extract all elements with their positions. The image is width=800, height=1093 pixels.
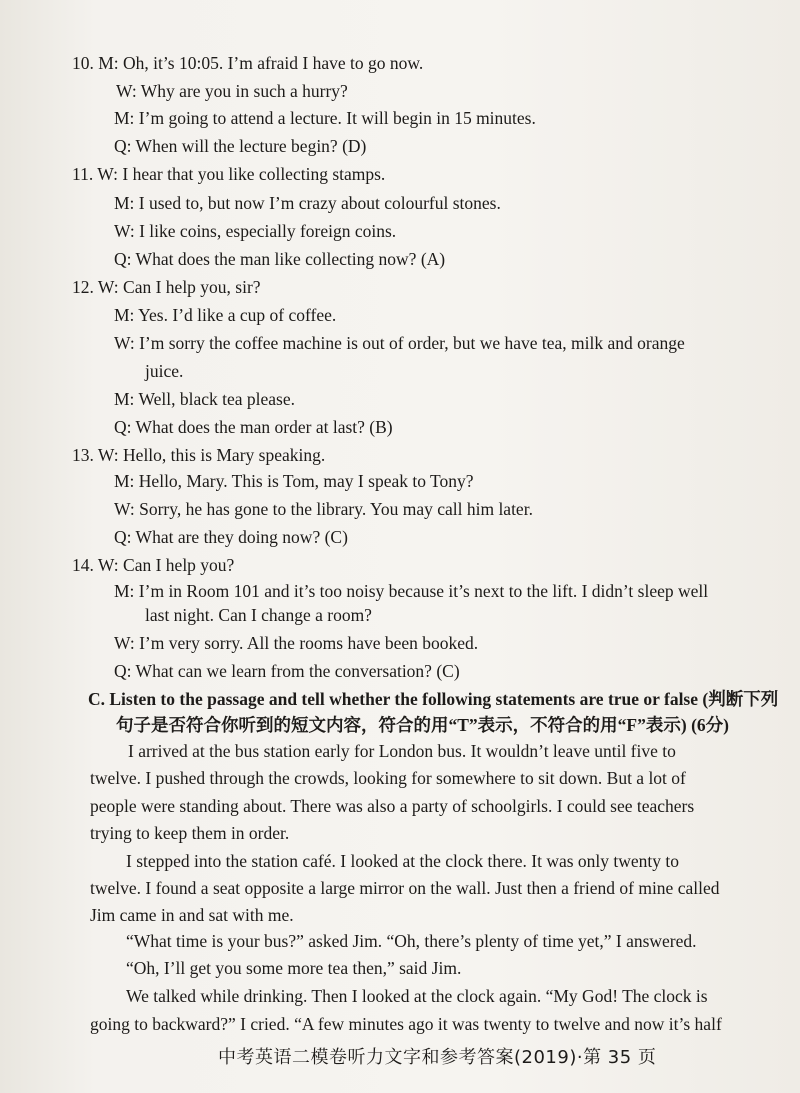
section-heading-line: C. Listen to the passage and tell whether the following statements are true or false (判断下列 [88, 689, 779, 709]
text-line: Q: What does the man like collecting now? (A) [114, 249, 446, 269]
section-heading-line: 句子是否符合你听到的短文内容，符合的用“T”表示，不符合的用“F”表示) (6分) [116, 715, 729, 735]
text-line: W: Why are you in such a hurry? [116, 81, 348, 101]
text-line: W: I’m sorry the coffee machine is out of order, but we have tea, milk and orange [114, 333, 685, 353]
text-line: twelve. I found a seat opposite a large mirror on the wall. Just then a friend of mine called [90, 878, 720, 898]
text-line: M: I’m going to attend a lecture. It will begin in 15 minutes. [114, 108, 536, 128]
text-line: 13. W: Hello, this is Mary speaking. [72, 445, 326, 465]
text-line: Q: What does the man order at last? (B) [114, 417, 393, 437]
text-line: M: I used to, but now I’m crazy about colourful stones. [114, 193, 501, 213]
page-footer: 中考英语二模卷听力文字和参考答案(2019)·第 35 页 [218, 1047, 657, 1068]
text-line: M: Hello, Mary. This is Tom, may I speak to Tony? [114, 471, 474, 491]
text-line: 11. W: I hear that you like collecting stamps. [72, 164, 386, 184]
text-line: M: I’m in Room 101 and it’s too noisy because it’s next to the lift. I didn’t sleep well [114, 581, 709, 601]
text-line: We talked while drinking. Then I looked at the clock again. “My God! The clock is [126, 986, 708, 1006]
text-line: M: Yes. I’d like a cup of coffee. [114, 305, 337, 325]
text-line: people were standing about. There was also a party of schoolgirls. I could see teachers [90, 796, 695, 816]
text-line: W: I’m very sorry. All the rooms have been booked. [114, 633, 479, 653]
text-line: W: Sorry, he has gone to the library. You may call him later. [114, 499, 533, 519]
text-line: twelve. I pushed through the crowds, looking for somewhere to sit down. But a lot of [90, 768, 686, 788]
text-line: Q: What are they doing now? (C) [114, 527, 348, 547]
text-line: 10. M: Oh, it’s 10:05. I’m afraid I have to go now. [72, 53, 424, 73]
text-line: “What time is your bus?” asked Jim. “Oh, there’s plenty of time yet,” I answered. [126, 931, 697, 951]
text-line: Q: What can we learn from the conversation? (C) [114, 661, 460, 681]
text-line: going to backward?” I cried. “A few minutes ago it was twenty to twelve and now it’s half [90, 1014, 722, 1034]
text-line: last night. Can I change a room? [145, 605, 372, 625]
text-line: I arrived at the bus station early for London bus. It wouldn’t leave until five to [128, 741, 676, 761]
text-line: 14. W: Can I help you? [72, 555, 235, 575]
text-line: Jim came in and sat with me. [90, 905, 294, 925]
text-line: W: I like coins, especially foreign coins. [114, 221, 397, 241]
text-line: I stepped into the station café. I looked at the clock there. It was only twenty to [126, 851, 680, 871]
text-line: M: Well, black tea please. [114, 389, 295, 409]
text-line: Q: When will the lecture begin? (D) [114, 136, 367, 156]
text-line: trying to keep them in order. [90, 823, 290, 843]
text-line: 12. W: Can I help you, sir? [72, 277, 261, 297]
text-line: juice. [145, 361, 184, 381]
text-line: “Oh, I’ll get you some more tea then,” said Jim. [126, 958, 462, 978]
